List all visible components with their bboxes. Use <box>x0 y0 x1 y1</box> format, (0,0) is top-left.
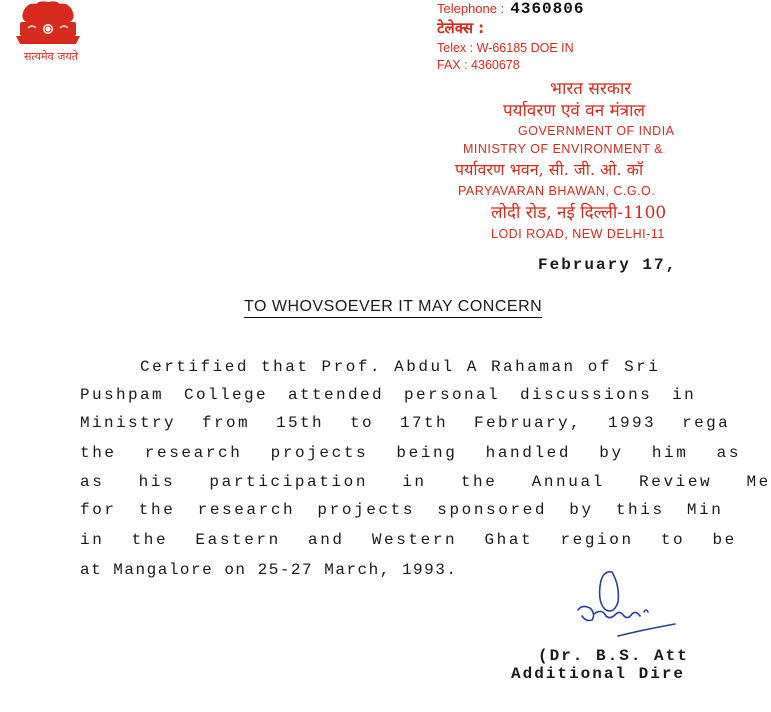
telex-line: Telex : W-66185 DOE IN <box>437 41 574 55</box>
body-line: at Mangalore on 25-27 March, 1993. <box>80 561 458 579</box>
signatory-title: Additional Dire <box>511 665 686 683</box>
ministry-name: MINISTRY OF ENVIRONMENT & <box>463 142 664 156</box>
bhawan-hindi: पर्यावरण भवन, सी. जी. ओ. कॉ <box>455 160 644 179</box>
body-line: in the Eastern and Western Ghat region to be <box>80 531 737 549</box>
signatory-name: (Dr. B.S. Att <box>538 647 689 665</box>
fax-line: FAX : 4360678 <box>437 58 520 72</box>
body-line: Pushpam College attended personal discussions in <box>80 386 697 404</box>
body-line: as his participation in the Annual Review Me <box>80 473 771 491</box>
lodi-road-address: LODI ROAD, NEW DELHI-11 <box>491 227 665 241</box>
letter-heading: TO WHOVSOEVER IT MAY CONCERN <box>244 298 542 318</box>
ministry-hindi: पर्यावरण एवं वन मंत्राल <box>503 101 646 121</box>
letter-date: February 17, <box>538 256 678 274</box>
bharat-sarkar: भारत सरकार <box>550 79 632 99</box>
telephone-number: 4360806 <box>510 0 585 18</box>
telephone-label: Telephone : <box>437 1 505 16</box>
government-of-india: GOVERNMENT OF INDIA <box>518 124 675 138</box>
body-line: Ministry from 15th to 17th February, 1993 rega <box>80 414 731 432</box>
handwritten-signature <box>572 564 675 644</box>
lodi-road-hindi: लोदी रोड, नई दिल्ली-1100 <box>491 203 667 223</box>
body-line: for the research projects sponsored by this Min <box>80 501 724 519</box>
telex-hindi-label: टेलेक्स : <box>437 19 485 37</box>
bhawan-address: PARYAVARAN BHAWAN, C.G.O. <box>458 184 656 198</box>
body-line: Certified that Prof. Abdul A Rahaman of Sri <box>140 358 661 376</box>
telephone-line <box>437 0 584 18</box>
body-line: the research projects being handled by him as <box>80 444 742 462</box>
emblem-motto: सत्यमेव जयते <box>24 50 79 63</box>
